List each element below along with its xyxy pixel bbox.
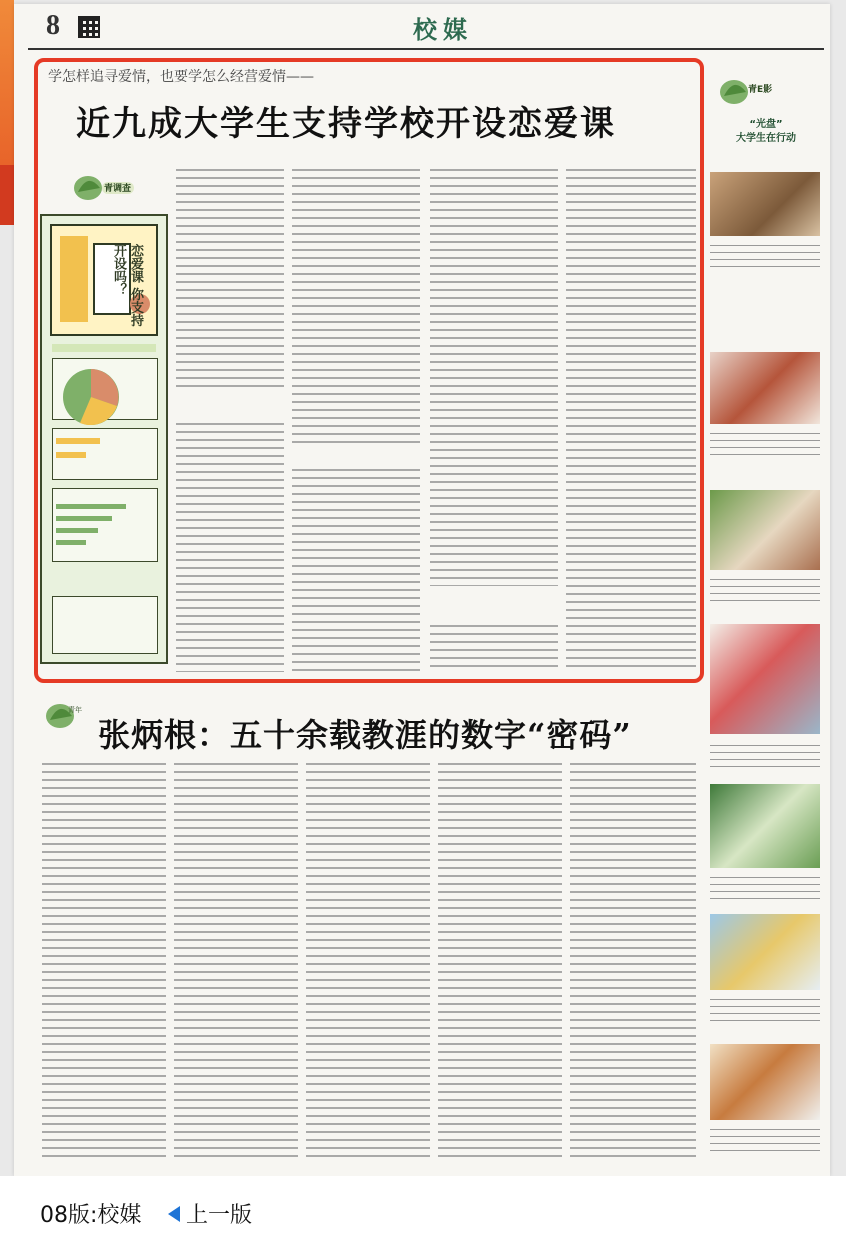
sidebar-photo-3[interactable] — [710, 490, 820, 570]
infographic-bar-1 — [56, 438, 100, 444]
infographic-pie-chart — [60, 366, 122, 428]
sidebar-caption-7 — [710, 1126, 820, 1152]
qr-code-icon — [78, 16, 100, 38]
sidebar-column-tag: 青E影 — [748, 85, 773, 95]
edition-label: 08版:校媒 — [40, 1203, 142, 1228]
sidebar-photo-6[interactable] — [710, 914, 820, 990]
article1-text-col2a — [292, 166, 420, 446]
sidebar-photo-5[interactable] — [710, 784, 820, 868]
sidebar-title-line1: “光盘” — [749, 119, 783, 130]
article1-text-col4 — [566, 166, 696, 672]
infographic-bar-4 — [56, 516, 112, 521]
column-tag-label: 青调查 — [104, 184, 132, 194]
section-name: 校媒 — [413, 15, 473, 44]
article1-text-col2b — [292, 466, 420, 672]
article2-headline[interactable]: 张炳根：五十余载教涯的数字“密码” — [98, 716, 632, 754]
infographic-title: 恋爱课 你支持开设吗？ — [111, 244, 143, 327]
sidebar-photo-2[interactable] — [710, 352, 820, 424]
sidebar-caption-4 — [710, 742, 820, 768]
article2-text-col2 — [174, 760, 298, 1160]
article2-text-col3 — [306, 760, 430, 1160]
sidebar-caption-6 — [710, 996, 820, 1022]
page-number: 8 — [46, 10, 60, 41]
sidebar-photo-4[interactable] — [710, 624, 820, 734]
sidebar-photo-7[interactable] — [710, 1044, 820, 1120]
arrow-left-icon — [168, 1206, 180, 1222]
masthead — [28, 8, 824, 50]
article2-text-col5 — [570, 760, 696, 1160]
previous-page-label: 上一版 — [186, 1203, 253, 1228]
infographic-band — [52, 344, 156, 352]
article1-text-col1a — [176, 166, 284, 392]
column-tag-qingdiaocha — [70, 170, 136, 204]
article1-headline[interactable]: 近九成大学生支持学校开设恋爱课 — [76, 104, 616, 144]
sidebar-caption-3 — [710, 576, 820, 602]
article1-text-col3b — [430, 622, 558, 672]
infographic-panel-3 — [52, 488, 158, 562]
article2-column-tag: 青年 — [68, 706, 82, 714]
infographic-bar-5 — [56, 528, 98, 533]
infographic — [40, 214, 168, 664]
sidebar-title-line2: 大学生在行动 — [736, 133, 796, 144]
infographic-bar-6 — [56, 540, 86, 545]
sidebar-title — [710, 118, 822, 146]
sidebar-caption-1 — [710, 242, 820, 268]
article1-text-col1b — [176, 420, 284, 672]
left-decoration-orange — [0, 0, 14, 165]
leaf-icon — [42, 696, 92, 732]
article1-kicker: 学怎样追寻爱情，也要学怎么经营爱情—— — [48, 69, 314, 85]
infographic-bar-3 — [56, 504, 126, 509]
sidebar-header — [710, 58, 822, 166]
sidebar-caption-2 — [710, 430, 820, 456]
article2-text-col1 — [42, 760, 166, 1160]
sidebar-photo-column — [710, 58, 822, 1168]
article1-text-col3a — [430, 166, 558, 586]
sidebar-photo-1[interactable] — [710, 172, 820, 236]
article2-text-col4 — [438, 760, 562, 1160]
infographic-bar-2 — [56, 452, 86, 458]
previous-page-link[interactable] — [168, 1198, 252, 1229]
sidebar-caption-5 — [710, 874, 820, 900]
infographic-panel-4 — [52, 596, 158, 654]
infographic-poster — [50, 224, 158, 336]
